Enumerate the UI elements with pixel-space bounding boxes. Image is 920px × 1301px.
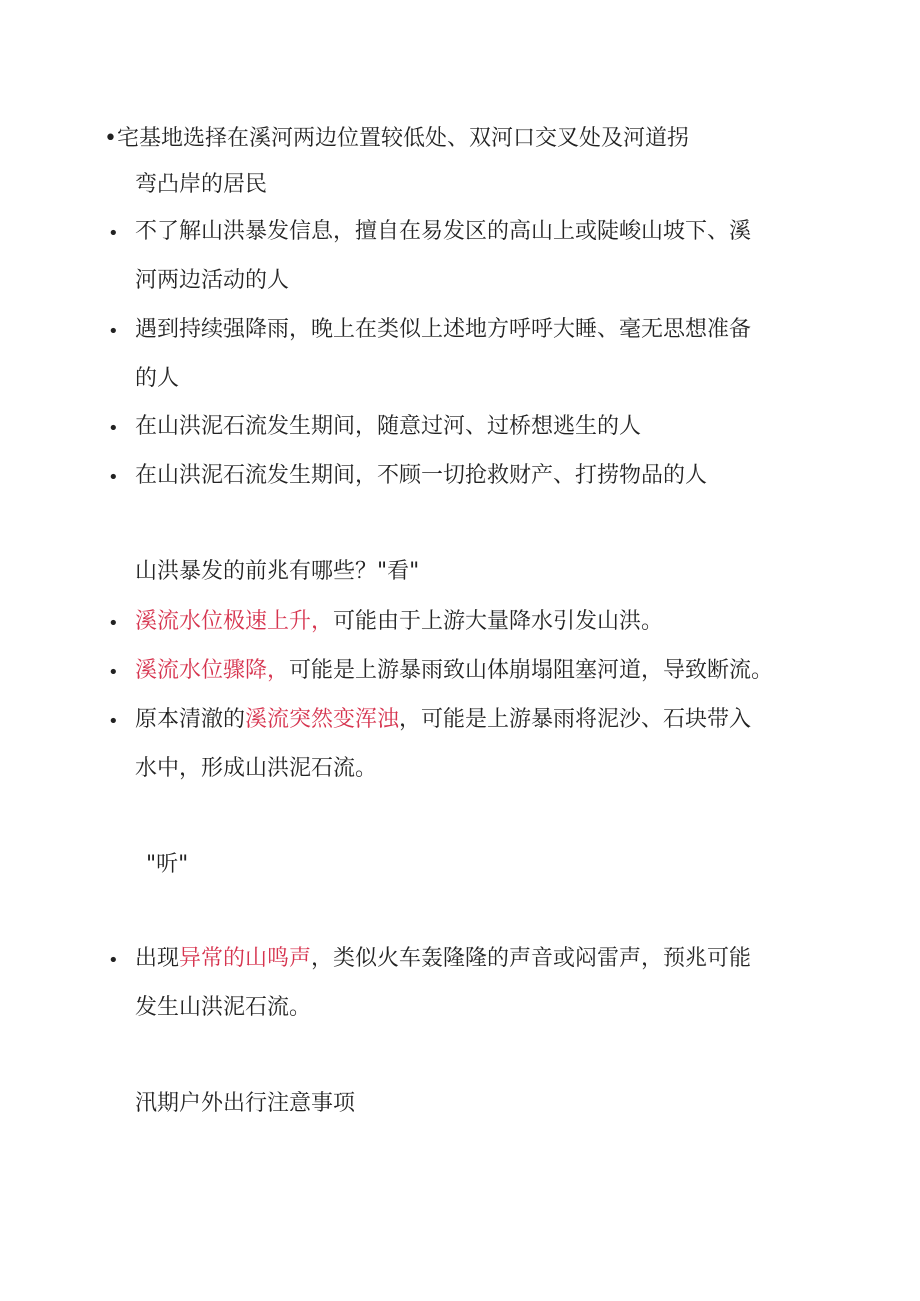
look-item-3-prefix: 原本清澈的 [135, 707, 246, 732]
risk-item-4: 在山洪泥石流发生期间，随意过河、过桥想逃生的人 [135, 414, 642, 439]
listen-item-1-line-1 [135, 944, 751, 974]
look-item-3-text: ，可能是上游暴雨将泥沙、石块带入 [399, 707, 752, 732]
listen-item-1-line-2: 发生山洪泥石流。 [135, 995, 312, 1020]
look-item-1-text: 可能由于上游大量降水引发山洪。 [333, 609, 664, 634]
risk-item-1-line-2: 弯凸岸的居民 [135, 172, 268, 197]
look-item-2 [135, 656, 773, 686]
look-item-2-highlight: 溪流水位骤降， [135, 658, 290, 683]
listen-item-1-text: ，类似火车轰隆隆的声音或闷雷声，预兆可能 [311, 946, 752, 971]
bullet-icon: • [108, 321, 119, 342]
listen-item-1-highlight: 异常的山鸣声 [179, 946, 312, 971]
heading-warning-signs: 山洪暴发的前兆有哪些？"看" [135, 559, 420, 584]
bullet-icon: • [108, 418, 119, 439]
look-item-3-line-2: 水中，形成山洪泥石流。 [135, 756, 378, 781]
bullet-icon: • [108, 950, 119, 971]
risk-item-3-line-1: 遇到持续强降雨，晚上在类似上述地方呼呼大睡、毫无思想准备 [135, 317, 752, 342]
look-item-3-line-1 [135, 705, 751, 735]
risk-item-3-line-2: 的人 [135, 366, 180, 391]
listen-item-1-prefix: 出现 [135, 946, 180, 971]
heading-travel-precautions: 汛期户外出行注意事项 [135, 1091, 356, 1116]
bullet-icon: • [108, 467, 119, 488]
bullet-icon: • [108, 223, 119, 244]
look-item-2-text: 可能是上游暴雨致山体崩塌阻塞河道，导致断流。 [289, 658, 774, 683]
risk-item-5: 在山洪泥石流发生期间，不顾一切抢救财产、打捞物品的人 [135, 463, 708, 488]
look-item-3-highlight: 溪流突然变浑浊 [245, 707, 400, 732]
bullet-icon: • [108, 613, 119, 634]
bullet-icon: • [108, 662, 119, 683]
risk-item-2-line-2: 河两边活动的人 [135, 268, 290, 293]
look-item-1-highlight: 溪流水位极速上升， [135, 609, 334, 634]
risk-item-2-line-1: 不了解山洪暴发信息，擅自在易发区的高山上或陡峻山坡下、溪 [135, 219, 752, 244]
look-item-1 [135, 607, 663, 637]
risk-item-1-line-1: •宅基地选择在溪河两边位置较低处、双河口交叉处及河道拐 [104, 126, 689, 151]
heading-listen: "听" [146, 852, 189, 877]
bullet-icon: • [108, 711, 119, 732]
